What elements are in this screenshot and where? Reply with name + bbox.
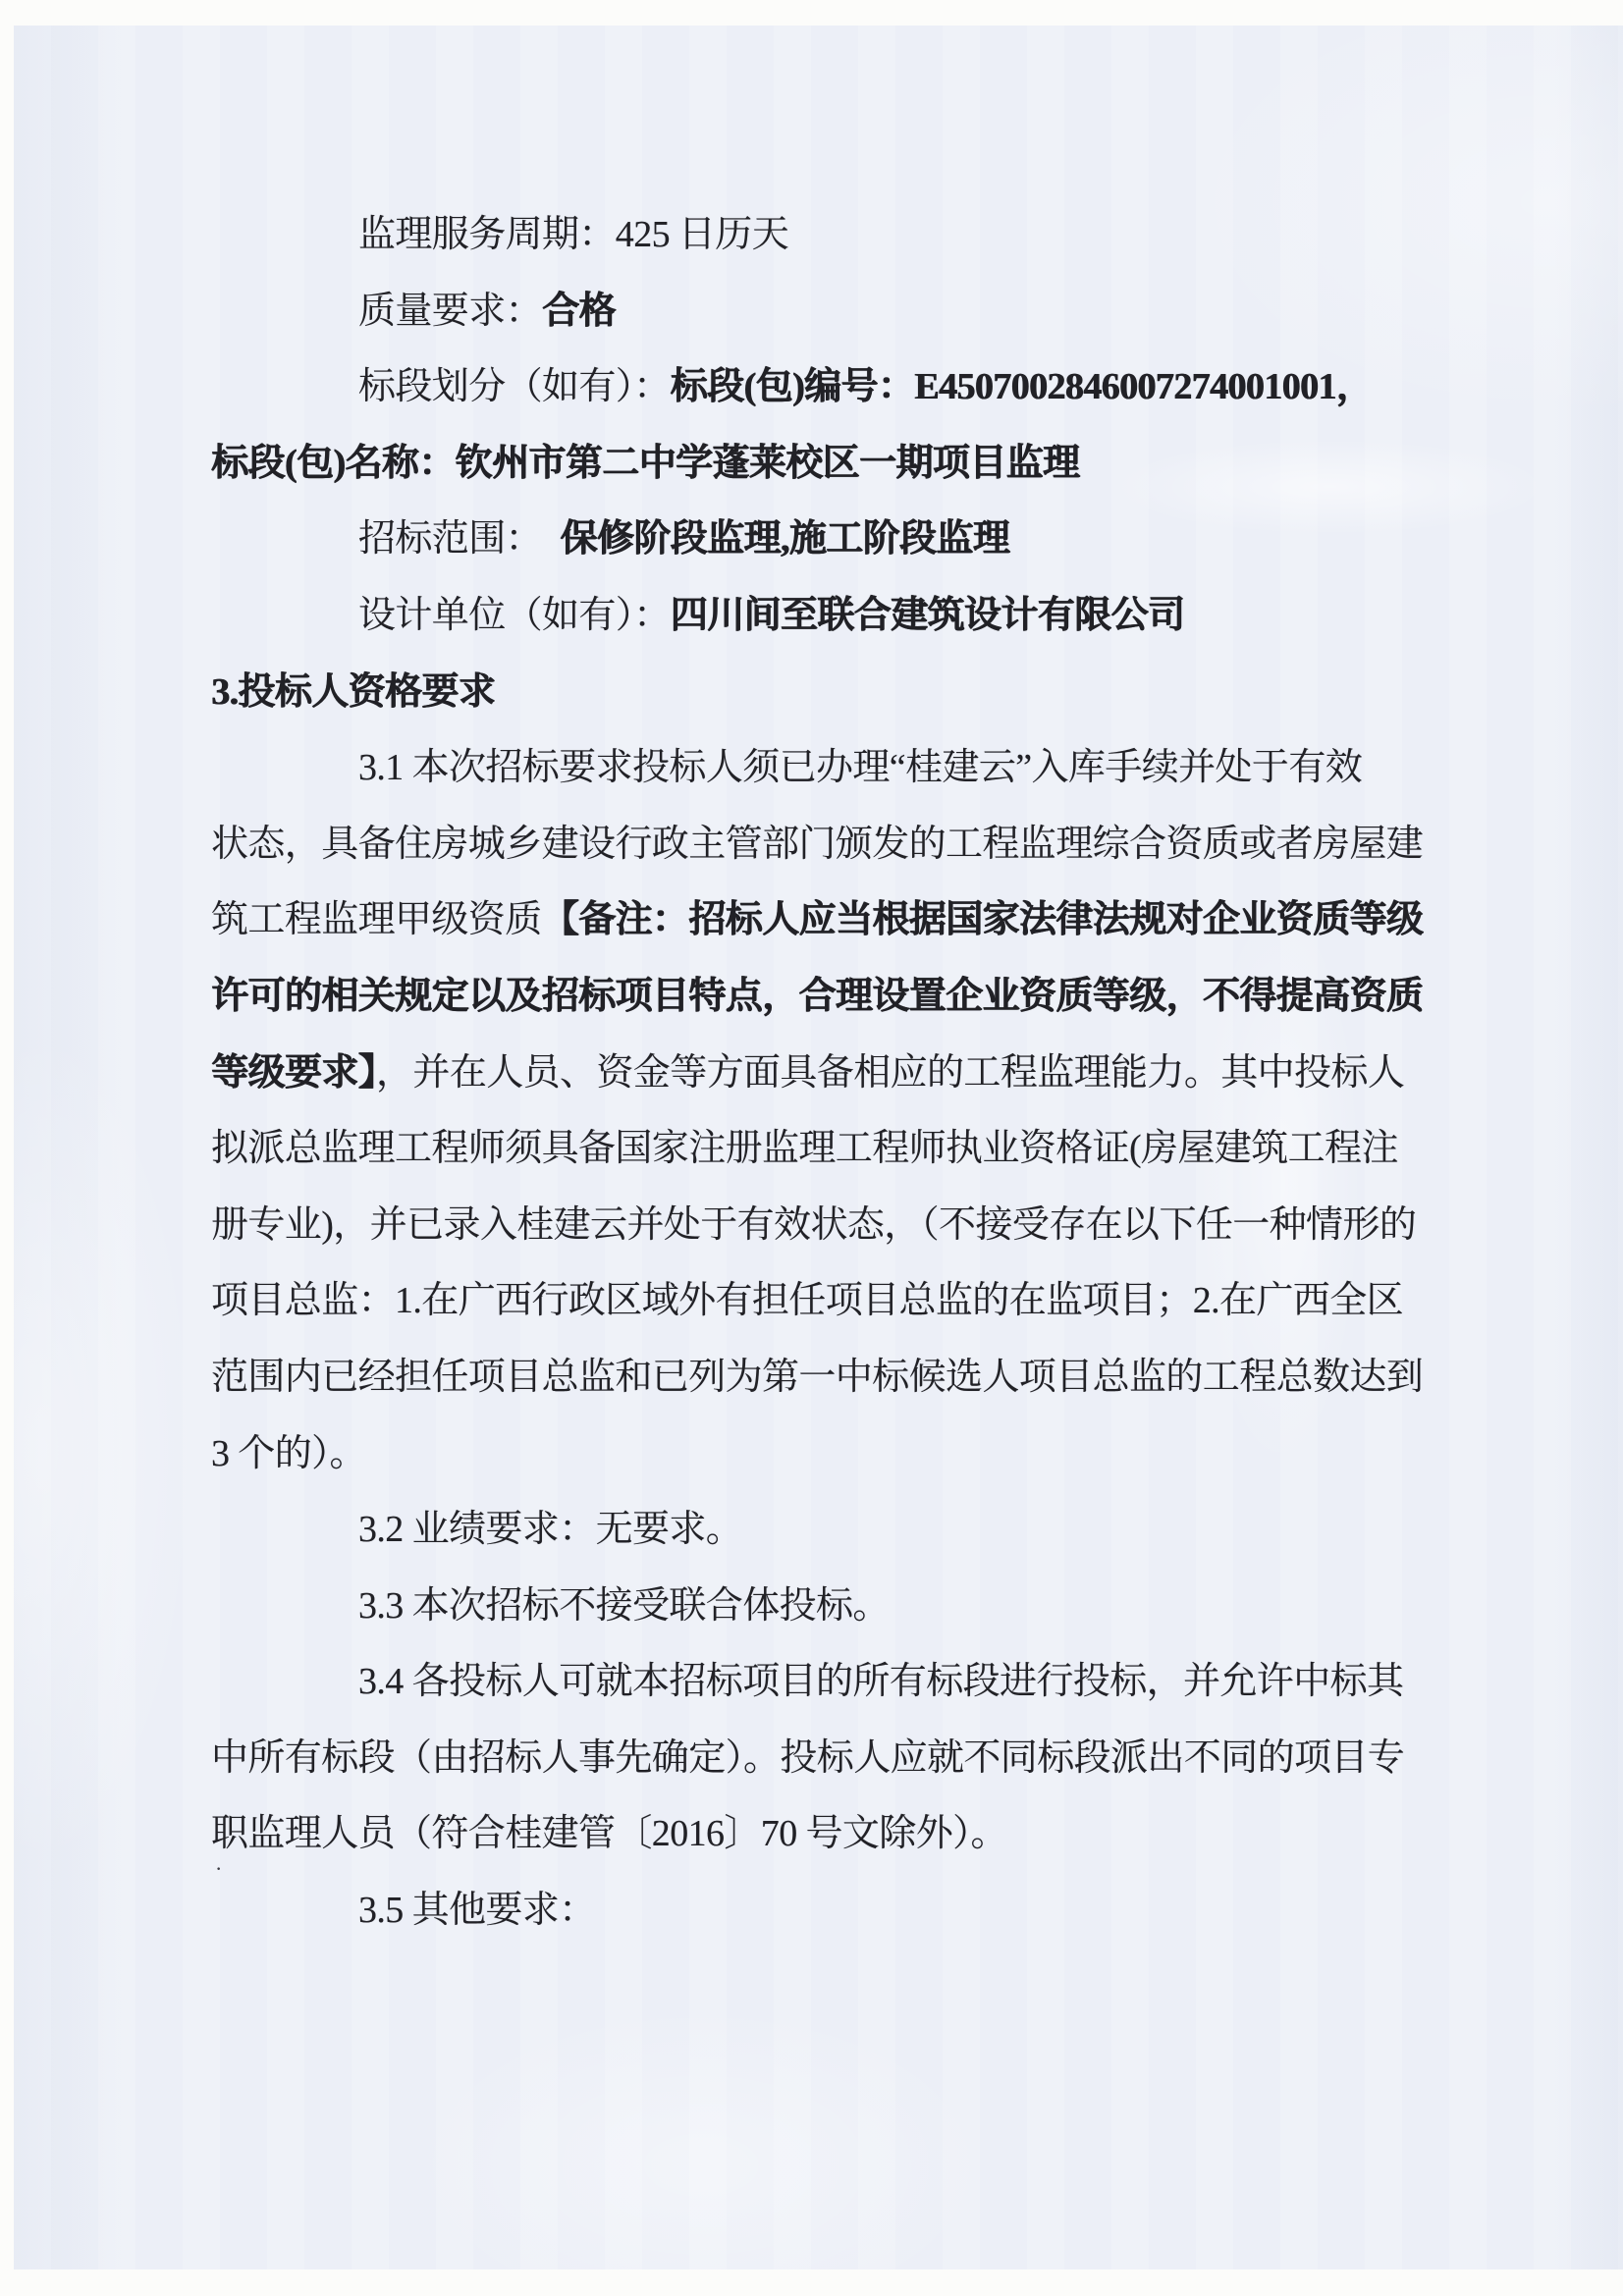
text-line <box>211 349 1434 426</box>
text-line <box>211 655 1434 731</box>
text-segment: 册专业)，并已录入桂建云并处于有效状态，（不接受存在以下任一种情形的 <box>211 1203 1417 1246</box>
text-segment: 状态，具备住房城乡建设行政主管部门颁发的工程监理综合资质或者房屋建 <box>211 823 1424 865</box>
text-segment: 3.3 本次招标不接受联合体投标。 <box>358 1584 890 1627</box>
text-line <box>211 1340 1434 1416</box>
text-segment: 筑工程监理甲级资质 <box>211 899 542 941</box>
text-line <box>211 1873 1434 1949</box>
text-segment: 3.4 各投标人可就本招标项目的所有标段进行投标，并允许中标其 <box>358 1661 1404 1703</box>
text-line <box>211 1036 1434 1112</box>
text-segment: 监理服务周期：425 日历天 <box>358 214 789 255</box>
text-segment: 拟派总监理工程师须具备国家注册监理工程师执业资格证(房屋建筑工程注 <box>211 1128 1398 1170</box>
text-line <box>211 1569 1434 1645</box>
text-segment: 3.2 业绩要求：无要求。 <box>358 1509 743 1551</box>
text-segment-bold: 许可的相关规定以及招标项目特点，合理设置企业资质等级，不得提高资质 <box>211 975 1424 1017</box>
text-line <box>211 1263 1434 1340</box>
text-segment: ，并在人员、资金等方面具备相应的工程监理能力。其中投标人 <box>376 1051 1405 1094</box>
text-segment-bold: 合格 <box>542 290 616 332</box>
text-segment: 项目总监：1.在广西行政区域外有担任项目总监的在监项目；2.在广西全区 <box>211 1280 1404 1322</box>
text-segment: 3.1 本次招标要求投标人须已办理“桂建云”入库手续并处于有效 <box>358 747 1363 789</box>
text-segment: 职监理人员（符合桂建管〔2016〕70 号文除外）。 <box>211 1813 1007 1855</box>
text-line <box>211 578 1434 655</box>
text-line <box>211 959 1434 1036</box>
text-segment-bold: 3.投标人资格要求 <box>211 670 496 713</box>
text-segment-bold: 保修阶段监理,施工阶段监理 <box>560 518 1010 561</box>
text-segment: 中所有标段（由招标人事先确定）。投标人应就不同标段派出不同的项目专 <box>211 1736 1405 1779</box>
text-line <box>211 1188 1434 1264</box>
text-line <box>211 1492 1434 1569</box>
text-line <box>211 1721 1434 1797</box>
text-line <box>211 730 1434 807</box>
text-line <box>211 274 1434 350</box>
text-segment: 3 个的）。 <box>211 1432 366 1474</box>
stray-dot-mark: · <box>215 1856 223 1881</box>
text-line <box>211 807 1434 883</box>
text-segment-bold: 标段(包)编号：E4507002846007274001001， <box>670 366 1374 408</box>
text-line <box>211 502 1434 578</box>
text-line <box>211 197 1434 274</box>
text-segment-bold: 【备注：招标人应当根据国家法律法规对企业资质等级 <box>541 899 1424 941</box>
text-segment: 标段划分（如有）： <box>358 366 671 408</box>
text-segment-bold: 等级要求】 <box>211 1051 377 1094</box>
text-segment-bold: 标段(包)名称：钦州市第二中学蓬莱校区一期项目监理 <box>211 442 1080 484</box>
text-block <box>211 197 1434 1949</box>
text-segment: 质量要求： <box>358 290 543 332</box>
text-segment: 3.5 其他要求： <box>358 1890 596 1932</box>
text-line <box>211 1416 1434 1493</box>
text-line <box>211 426 1434 503</box>
text-segment: 招标范围： <box>358 518 561 561</box>
text-segment: 设计单位（如有）： <box>358 594 671 636</box>
text-line <box>211 1644 1434 1721</box>
text-line <box>211 1111 1434 1188</box>
text-segment: 范围内已经担任项目总监和已列为第一中标候选人项目总监的工程总数达到 <box>211 1356 1424 1398</box>
text-line <box>211 882 1434 959</box>
text-line <box>211 1796 1434 1873</box>
text-segment-bold: 四川间至联合建筑设计有限公司 <box>670 594 1185 636</box>
